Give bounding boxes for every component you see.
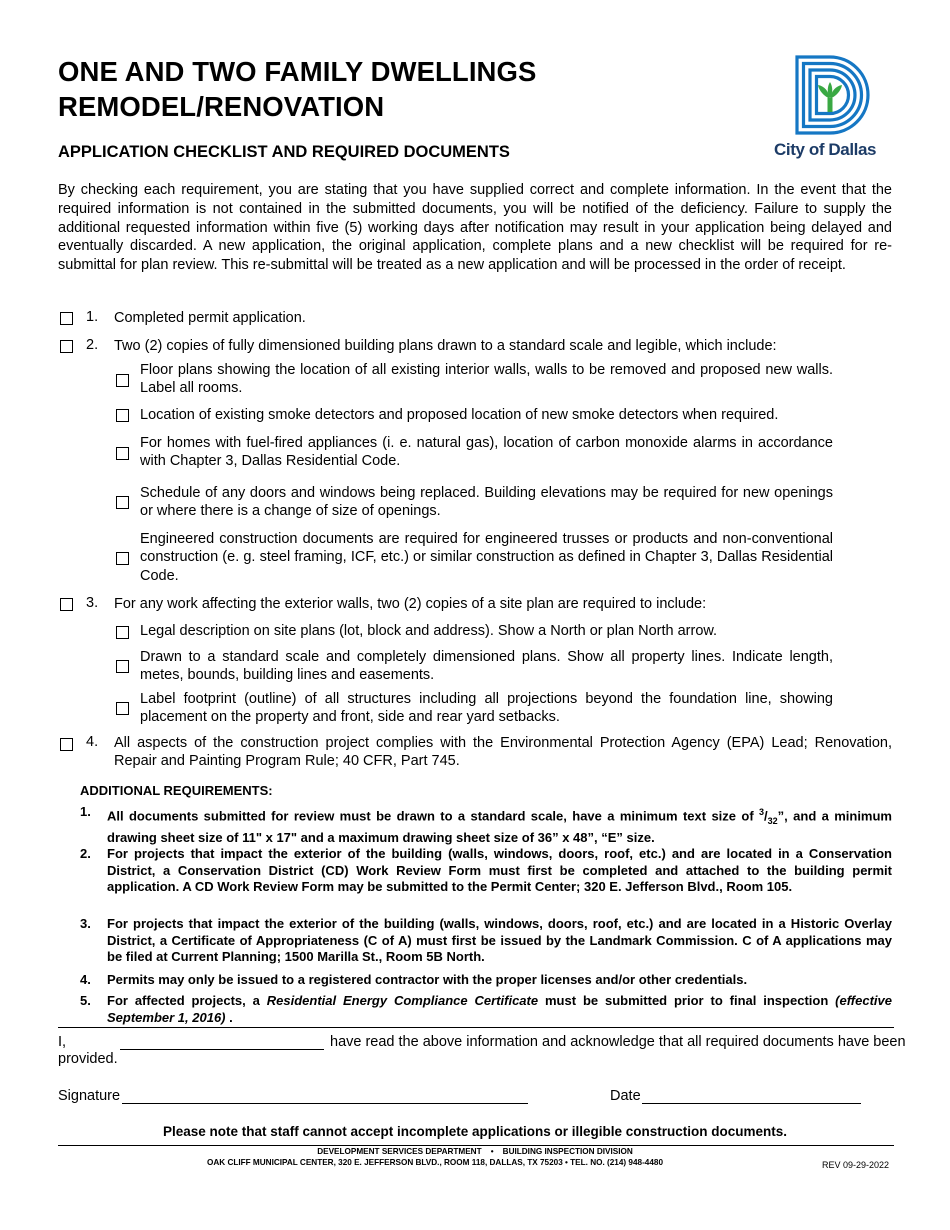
item-3a-text: Legal description on site plans (lot, block and address). Show a North or plan North arrow. xyxy=(140,623,718,639)
signature-blank-line[interactable] xyxy=(122,1103,528,1104)
checkbox-item-3a[interactable] xyxy=(116,626,129,639)
title-line-1: ONE AND TWO FAMILY DWELLINGS xyxy=(58,56,537,87)
signature-label: Signature xyxy=(58,1088,121,1104)
date-blank-line[interactable] xyxy=(642,1103,861,1104)
checkbox-item-3[interactable] xyxy=(60,598,73,611)
fraction-slash: / xyxy=(764,808,768,824)
item-1-number: 1. xyxy=(86,309,99,325)
item-3c-text: Label footprint (outline) of all structures including all projections beyond the foundation line, showing placement on the property and front, side and rear yard setbacks. xyxy=(140,691,833,726)
checkbox-item-4[interactable] xyxy=(60,738,73,751)
requirement-5-part-a: For affected projects, a xyxy=(107,993,267,1008)
requirement-3-number: 3. xyxy=(80,916,91,931)
item-2c-text: For homes with fuel-fired appliances (i. e. natural gas), location of carbon monoxide alarms in accordance with Chapter 3, Dallas Residential Code. xyxy=(140,435,833,470)
item-3-number: 3. xyxy=(86,595,99,611)
requirement-5-effective-date: (effective September 1, 2016) xyxy=(107,993,892,1025)
checkbox-item-2[interactable] xyxy=(60,340,73,353)
requirement-3-text: For projects that impact the exterior of the building (walls, windows, doors, roof, etc.) and are located in a Historic Overlay District, a Certificate of Appropriateness (C of A) must first be issued by the Landmark Commission. C of A applications may be filed at Current Planning; 1500 Marilla St., Room 5B North. xyxy=(107,916,892,965)
item-2-number: 2. xyxy=(86,337,99,353)
item-2a-text: Floor plans showing the location of all existing interior walls, walls to be removed and proposed new walls. Label all rooms. xyxy=(140,362,833,397)
checkbox-item-3b[interactable] xyxy=(116,660,129,673)
page-subtitle: APPLICATION CHECKLIST AND REQUIRED DOCUMENTS xyxy=(58,143,510,161)
item-2e-text: Engineered construction documents are required for engineered trusses or products and non-conventional construction (e. g. steel framing, ICF, etc.) or similar construction as defined in Chapter 3, Dallas Residential Code. xyxy=(140,531,833,584)
requirement-5-part-c: . xyxy=(225,1009,233,1025)
item-2b-text: Location of existing smoke detectors and proposed location of new smoke detectors when required. xyxy=(140,407,779,423)
item-1-text: Completed permit application. xyxy=(114,310,306,326)
requirement-4-number: 4. xyxy=(80,972,91,987)
item-4-text: All aspects of the construction project complies with the Environmental Protection Agency (EPA) Lead; Renovation, Repair and Painting Program Rule; 40 CFR, Part 745. xyxy=(114,735,892,770)
requirement-2-number: 2. xyxy=(80,846,91,861)
requirement-5-part-b: must be submitted prior to final inspection xyxy=(538,993,836,1008)
item-2-text: Two (2) copies of fully dimensioned building plans drawn to a standard scale and legible, which include: xyxy=(114,338,777,354)
checkbox-item-1[interactable] xyxy=(60,312,73,325)
logo-text: City of Dallas xyxy=(774,140,877,159)
requirement-2-text: For projects that impact the exterior of the building (walls, windows, doors, roof, etc.) and are located in a Conservation District, a Conservation District (CD) Work Review Form must first be completed and attached to the building permit application. A CD Work Review Form may be submitted to the Permit Center; 320 E. Jefferson Blvd., Room 105. xyxy=(107,846,892,895)
checkbox-item-2b[interactable] xyxy=(116,409,129,422)
requirement-5-text xyxy=(107,993,892,1026)
item-2d-text: Schedule of any doors and windows being replaced. Building elevations may be required for new openings or where there is a change of size of openings. xyxy=(140,485,833,520)
checkbox-item-2e[interactable] xyxy=(116,552,129,565)
fraction-numerator: 3 xyxy=(759,807,765,817)
dallas-d-logo-icon xyxy=(794,54,876,136)
ack-prefix: I, xyxy=(58,1034,67,1050)
requirement-1-number: 1. xyxy=(80,804,91,819)
checkbox-item-2a[interactable] xyxy=(116,374,129,387)
city-of-dallas-logo xyxy=(774,54,896,160)
item-3-text: For any work affecting the exterior walls, two (2) copies of a site plan are required to include: xyxy=(114,596,707,612)
requirement-1-text xyxy=(107,804,892,846)
checkbox-item-3c[interactable] xyxy=(116,702,129,715)
date-label: Date xyxy=(610,1088,641,1104)
requirement-1-part-b: ”, and a minimum drawing sheet size of 11" x 17" and a maximum drawing sheet size of 36” x 48”, “E” size. xyxy=(107,808,892,845)
section-divider-bottom xyxy=(58,1145,894,1146)
name-blank-line[interactable] xyxy=(120,1049,324,1050)
requirement-1-part-a: All documents submitted for review must be drawn to a standard scale, have a minimum text size of xyxy=(107,808,760,824)
additional-requirements-heading: ADDITIONAL REQUIREMENTS: xyxy=(80,783,273,798)
fraction-denominator: 32 xyxy=(767,815,778,826)
requirement-4-text: Permits may only be issued to a registered contractor with the proper licenses and/or other credentials. xyxy=(107,972,748,987)
staff-note: Please note that staff cannot accept incomplete applications or illegible construction documents. xyxy=(162,1124,788,1139)
ack-text-continued: provided. xyxy=(58,1051,118,1067)
checkbox-item-2d[interactable] xyxy=(116,496,129,509)
footer-address: OAK CLIFF MUNICIPAL CENTER, 320 E. JEFFERSON BLVD., ROOM 118, DALLAS, TX 75203 • TEL. NO. (214) 948-4480 xyxy=(207,1158,664,1167)
item-3b-text: Drawn to a standard scale and completely dimensioned plans. Show all property lines. Indicate length, metes, bounds, building lines and easements. xyxy=(140,649,833,684)
section-divider-top xyxy=(58,1027,894,1028)
intro-paragraph: By checking each requirement, you are stating that you have supplied correct and complete information. In the event that the required information is not contained in the submitted documents, you will be notified of the deficiency. Failure to supply the additional requested information within five (5) working days after notification may result in your application being delayed and eventually discarded. A new application, the original application, complete plans and a new checklist will be required for re-submittal for plan review. This re-submittal will be treated as a new application and will be processed in the order of receipt. xyxy=(58,182,892,274)
item-4-number: 4. xyxy=(86,734,99,750)
requirement-5-certificate: Residential Energy Compliance Certificate xyxy=(266,993,539,1008)
footer-department: DEVELOPMENT SERVICES DEPARTMENT • BUILDING INSPECTION DIVISION xyxy=(317,1147,633,1156)
title-line-2: REMODEL/RENOVATION xyxy=(58,91,385,122)
page-title xyxy=(58,54,536,124)
checkbox-item-2c[interactable] xyxy=(116,447,129,460)
ack-text: have read the above information and acknowledge that all required documents have been xyxy=(330,1034,906,1050)
requirement-5-number: 5. xyxy=(80,993,91,1008)
revision-date: REV 09-29-2022 xyxy=(822,1160,890,1170)
